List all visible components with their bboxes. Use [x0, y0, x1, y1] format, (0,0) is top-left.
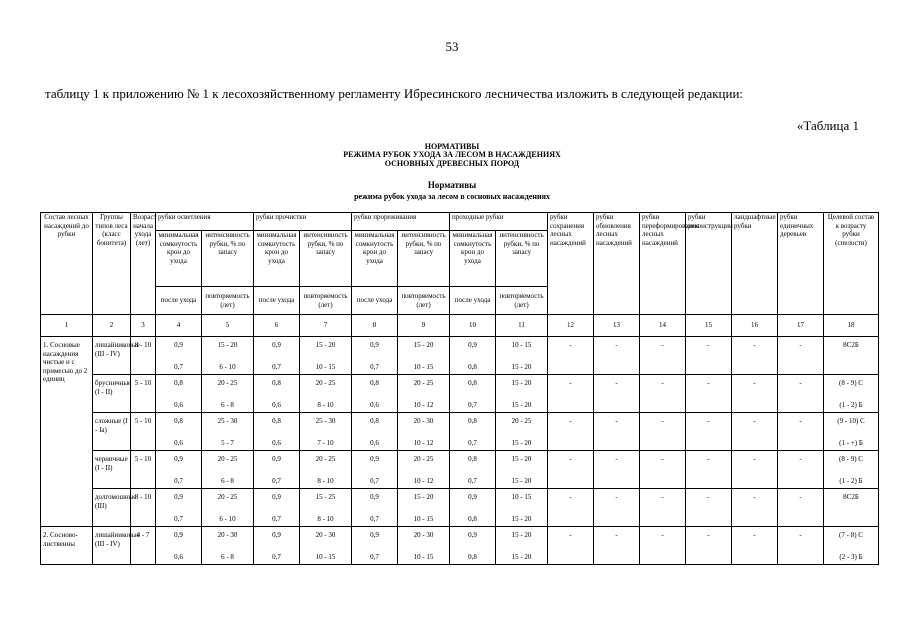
target-primary: (9 - 10) С	[837, 417, 865, 425]
table-row	[41, 375, 879, 413]
value-cell	[254, 527, 300, 565]
target-primary: 8С2Б	[843, 493, 859, 501]
forest-type-cell: долгомошные (III)	[93, 489, 131, 527]
value-primary: 0,8	[468, 455, 477, 463]
dash-cell: -	[640, 337, 686, 375]
value-cell	[352, 337, 398, 375]
table-row	[41, 527, 879, 565]
forest-type-cell: лишайниковые (III - IV)	[93, 527, 131, 565]
value-secondary: 5 - 7	[221, 438, 234, 447]
value-secondary: 0,6	[370, 400, 379, 409]
header-after: после ухода	[450, 287, 496, 315]
forest-type-cell: брусничные (I - II)	[93, 375, 131, 413]
dash-cell: -	[548, 451, 594, 489]
start-age-cell: 8 - 10	[131, 489, 156, 527]
header-repeat: повторяемость (лет)	[300, 287, 352, 315]
value-secondary: 15 - 20	[511, 438, 532, 447]
column-number: 6	[254, 315, 300, 337]
table-row	[41, 489, 879, 527]
start-age-cell: 5 - 10	[131, 451, 156, 489]
header-composition: Состав лесных насаждений до рубки	[41, 213, 93, 315]
dash-cell: -	[732, 527, 778, 565]
dash-cell: -	[594, 527, 640, 565]
value-primary: 20 - 25	[413, 379, 434, 387]
header-prochistka: рубки прочистки	[254, 213, 352, 231]
dash-cell: -	[686, 375, 732, 413]
dash-cell: -	[548, 375, 594, 413]
value-cell	[496, 527, 548, 565]
value-secondary: 0,6	[370, 438, 379, 447]
value-secondary: 6 - 8	[221, 400, 234, 409]
column-number: 7	[300, 315, 352, 337]
header-col-17: рубки единичных деревьев	[778, 213, 824, 315]
header-prorezhivanie: рубки прореживания	[352, 213, 450, 231]
value-secondary: 6 - 8	[221, 552, 234, 561]
value-cell	[300, 451, 352, 489]
value-secondary: 10 - 12	[413, 476, 434, 485]
value-secondary: 15 - 20	[511, 362, 532, 371]
value-primary: 15 - 20	[511, 455, 532, 463]
value-secondary: 10 - 12	[413, 400, 434, 409]
header-start-age: Возраст начала ухода (лет)	[131, 213, 156, 315]
value-secondary: 7 - 10	[317, 438, 334, 447]
header-prohodnye: проходные рубки	[450, 213, 548, 231]
page-number: 53	[445, 39, 459, 54]
header-row-1	[41, 213, 879, 231]
header-col-13: рубки обновления лесных насаждений	[594, 213, 640, 315]
target-primary: 8С2Б	[843, 341, 859, 349]
dash-cell: -	[548, 527, 594, 565]
column-number: 1	[41, 315, 93, 337]
value-cell	[156, 375, 202, 413]
subheading-title: Нормативы	[427, 180, 477, 190]
column-number: 3	[131, 315, 156, 337]
dash-cell: -	[732, 451, 778, 489]
target-composition-cell	[824, 337, 879, 375]
target-primary: (7 - 8) С	[839, 531, 863, 539]
value-secondary: 10 - 15	[413, 552, 434, 561]
table-row	[41, 451, 879, 489]
value-primary: 0,8	[272, 379, 281, 387]
value-primary: 0,9	[468, 341, 477, 349]
value-secondary: 0,7	[370, 362, 379, 371]
value-cell	[254, 337, 300, 375]
target-composition-cell	[824, 375, 879, 413]
value-secondary: 6 - 10	[219, 514, 236, 523]
value-primary: 0,9	[272, 531, 281, 539]
value-primary: 20 - 30	[413, 417, 434, 425]
value-secondary: 0,6	[174, 552, 183, 561]
value-cell	[156, 413, 202, 451]
target-primary: (8 - 9) С	[839, 379, 863, 387]
column-number: 8	[352, 315, 398, 337]
value-cell	[156, 489, 202, 527]
value-secondary: 15 - 20	[511, 514, 532, 523]
value-primary: 0,8	[468, 379, 477, 387]
value-secondary: 15 - 20	[511, 476, 532, 485]
value-cell	[300, 375, 352, 413]
value-primary: 20 - 25	[217, 455, 238, 463]
value-secondary: 0,7	[174, 362, 183, 371]
composition-cell: 1. Сосновые насаждения чистые и с примесью до 2 единиц	[41, 337, 93, 527]
value-primary: 20 - 25	[315, 379, 336, 387]
column-number: 9	[398, 315, 450, 337]
dash-cell: -	[686, 451, 732, 489]
dash-cell: -	[640, 413, 686, 451]
value-primary: 10 - 15	[511, 493, 532, 501]
value-cell	[202, 489, 254, 527]
value-primary: 15 - 25	[315, 493, 336, 501]
value-secondary: 0,7	[370, 514, 379, 523]
value-cell	[156, 451, 202, 489]
value-secondary: 0,7	[272, 362, 281, 371]
header-min-comp: минимальная сомкнутость крон до ухода	[352, 231, 398, 287]
value-cell	[300, 413, 352, 451]
value-cell	[300, 527, 352, 565]
dash-cell: -	[594, 337, 640, 375]
header-intensity: интенсивность рубки, % по запасу	[496, 231, 548, 287]
value-cell	[398, 413, 450, 451]
dash-cell: -	[686, 527, 732, 565]
value-secondary: 8 - 10	[317, 514, 334, 523]
value-secondary: 0,7	[174, 476, 183, 485]
value-primary: 0,9	[174, 341, 183, 349]
column-number: 4	[156, 315, 202, 337]
target-secondary: (2 - 3) Б	[839, 552, 863, 561]
value-primary: 0,8	[370, 379, 379, 387]
value-primary: 20 - 30	[413, 531, 434, 539]
value-cell	[254, 375, 300, 413]
value-cell	[300, 489, 352, 527]
start-age-cell: 4 - 7	[131, 527, 156, 565]
header-repeat: повторяемость (лет)	[398, 287, 450, 315]
value-secondary: 15 - 20	[511, 552, 532, 561]
header-col-16: ландшафтные рубки	[732, 213, 778, 315]
value-cell	[496, 489, 548, 527]
value-cell	[398, 337, 450, 375]
forest-type-cell: черничные (I - II)	[93, 451, 131, 489]
value-secondary: 0,6	[174, 400, 183, 409]
value-secondary: 15 - 20	[511, 400, 532, 409]
value-cell	[398, 527, 450, 565]
value-secondary: 0,7	[468, 400, 477, 409]
value-secondary: 0,7	[370, 476, 379, 485]
forest-type-cell: сложные (I - Iа)	[93, 413, 131, 451]
value-secondary: 8 - 10	[317, 476, 334, 485]
dash-cell: -	[732, 337, 778, 375]
heading-line-3: ОСНОВНЫХ ДРЕВЕСНЫХ ПОРОД	[384, 159, 520, 168]
dash-cell: -	[778, 527, 824, 565]
column-number: 18	[824, 315, 879, 337]
dash-cell: -	[594, 375, 640, 413]
value-primary: 15 - 20	[511, 531, 532, 539]
value-cell	[352, 527, 398, 565]
value-cell	[496, 337, 548, 375]
value-cell	[254, 413, 300, 451]
value-primary: 0,9	[272, 455, 281, 463]
value-secondary: 10 - 15	[413, 362, 434, 371]
start-age-cell: 5 - 10	[131, 375, 156, 413]
target-composition-cell	[824, 451, 879, 489]
value-cell	[352, 413, 398, 451]
value-secondary: 0,6	[174, 438, 183, 447]
value-cell	[450, 375, 496, 413]
value-primary: 15 - 20	[413, 341, 434, 349]
dash-cell: -	[548, 489, 594, 527]
dash-cell: -	[594, 413, 640, 451]
table-row	[41, 413, 879, 451]
dash-cell: -	[640, 451, 686, 489]
dash-cell: -	[594, 451, 640, 489]
value-cell	[352, 489, 398, 527]
value-primary: 20 - 25	[217, 493, 238, 501]
dash-cell: -	[686, 413, 732, 451]
value-cell	[398, 451, 450, 489]
header-repeat: повторяемость (лет)	[496, 287, 548, 315]
value-secondary: 10 - 15	[315, 552, 336, 561]
value-cell	[496, 413, 548, 451]
dash-cell: -	[686, 337, 732, 375]
value-secondary: 10 - 15	[315, 362, 336, 371]
value-secondary: 0,6	[272, 400, 281, 409]
value-primary: 25 - 30	[315, 417, 336, 425]
value-cell	[202, 527, 254, 565]
value-cell	[352, 451, 398, 489]
column-number: 10	[450, 315, 496, 337]
value-cell	[450, 413, 496, 451]
value-secondary: 8 - 10	[317, 400, 334, 409]
target-composition-cell	[824, 413, 879, 451]
column-number: 13	[594, 315, 640, 337]
column-number: 2	[93, 315, 131, 337]
value-primary: 15 - 20	[315, 341, 336, 349]
header-forest-type: Группы типов леса (класс бонитета)	[93, 213, 131, 315]
forest-type-cell: лишайниковые (III - IV)	[93, 337, 131, 375]
value-cell	[254, 451, 300, 489]
value-primary: 0,9	[272, 341, 281, 349]
header-after: после ухода	[352, 287, 398, 315]
value-primary: 20 - 30	[315, 531, 336, 539]
value-cell	[450, 451, 496, 489]
value-cell	[156, 527, 202, 565]
value-primary: 0,9	[272, 493, 281, 501]
start-age-cell: 5 - 10	[131, 413, 156, 451]
dash-cell: -	[732, 375, 778, 413]
target-secondary: (1 - 2) Б	[839, 476, 863, 485]
target-primary: (8 - 9) С	[839, 455, 863, 463]
header-col-18: Целевой состав к возрасту рубки (спелости)	[824, 213, 879, 315]
value-cell	[202, 375, 254, 413]
header-col-12: рубки сохранения лесных насаждений	[548, 213, 594, 315]
value-secondary: 10 - 15	[413, 514, 434, 523]
value-secondary: 0,8	[468, 552, 477, 561]
dash-cell: -	[640, 527, 686, 565]
value-cell	[496, 375, 548, 413]
norms-table	[40, 212, 879, 565]
intro-paragraph: таблицу 1 к приложению № 1 к лесохозяйственному регламенту Ибресинского лесничества изложить в следующей редакции:	[45, 86, 744, 101]
value-primary: 0,8	[174, 417, 183, 425]
header-min-comp: минимальная сомкнутость крон до ухода	[156, 231, 202, 287]
value-secondary: 0,7	[272, 514, 281, 523]
start-age-cell: 8 - 10	[131, 337, 156, 375]
column-number-row	[41, 315, 879, 337]
heading-title: НОРМАТИВЫ	[424, 142, 480, 151]
value-secondary: 0,6	[272, 438, 281, 447]
header-repeat: повторяемость (лет)	[202, 287, 254, 315]
composition-cell: 2. Сосново-лиственны	[41, 527, 93, 565]
header-after: после ухода	[156, 287, 202, 315]
dash-cell: -	[548, 413, 594, 451]
header-col-14: рубки переформирования лесных насаждений	[640, 213, 686, 315]
value-secondary: 0,7	[272, 476, 281, 485]
value-primary: 0,9	[370, 493, 379, 501]
value-primary: 25 - 30	[217, 417, 238, 425]
value-cell	[254, 489, 300, 527]
value-primary: 20 - 25	[511, 417, 532, 425]
value-primary: 0,8	[174, 379, 183, 387]
column-number: 11	[496, 315, 548, 337]
dash-cell: -	[640, 489, 686, 527]
value-primary: 0,8	[272, 417, 281, 425]
dash-cell: -	[732, 489, 778, 527]
value-primary: 0,9	[370, 531, 379, 539]
value-primary: 20 - 30	[217, 531, 238, 539]
value-cell	[352, 375, 398, 413]
value-secondary: 6 - 8	[221, 476, 234, 485]
value-cell	[202, 413, 254, 451]
value-secondary: 0,7	[468, 476, 477, 485]
column-number: 15	[686, 315, 732, 337]
subheading-line: режима рубок ухода за лесом в сосновых насаждениях	[354, 192, 550, 201]
value-cell	[156, 337, 202, 375]
target-secondary: (1 - +) Б	[839, 438, 863, 447]
value-secondary: 0,7	[272, 552, 281, 561]
value-primary: 0,9	[174, 531, 183, 539]
table-row	[41, 337, 879, 375]
dash-cell: -	[778, 451, 824, 489]
column-number: 14	[640, 315, 686, 337]
dash-cell: -	[548, 337, 594, 375]
value-primary: 20 - 25	[217, 379, 238, 387]
value-cell	[496, 451, 548, 489]
header-after: после ухода	[254, 287, 300, 315]
target-secondary: (1 - 2) Б	[839, 400, 863, 409]
dash-cell: -	[778, 489, 824, 527]
value-cell	[202, 451, 254, 489]
value-secondary: 10 - 12	[413, 438, 434, 447]
value-cell	[398, 489, 450, 527]
value-secondary: 0,8	[468, 362, 477, 371]
value-primary: 10 - 15	[511, 341, 532, 349]
dash-cell: -	[778, 337, 824, 375]
dash-cell: -	[594, 489, 640, 527]
dash-cell: -	[686, 489, 732, 527]
value-primary: 0,9	[174, 455, 183, 463]
value-primary: 0,9	[370, 341, 379, 349]
value-cell	[450, 337, 496, 375]
value-primary: 0,8	[370, 417, 379, 425]
value-primary: 15 - 20	[511, 379, 532, 387]
value-primary: 20 - 25	[315, 455, 336, 463]
heading-line-2: РЕЖИМА РУБОК УХОДА ЗА ЛЕСОМ В НАСАЖДЕНИЯХ	[343, 150, 561, 159]
value-cell	[398, 375, 450, 413]
header-min-comp: минимальная сомкнутость крон до ухода	[450, 231, 496, 287]
value-cell	[450, 527, 496, 565]
dash-cell: -	[778, 375, 824, 413]
value-primary: 0,8	[468, 417, 477, 425]
value-secondary: 6 - 10	[219, 362, 236, 371]
header-intensity: интенсивность рубки, % по запасу	[202, 231, 254, 287]
header-osvetlenie: рубки осветления	[156, 213, 254, 231]
column-number: 17	[778, 315, 824, 337]
header-intensity: интенсивность рубки, % по запасу	[300, 231, 352, 287]
header-min-comp: минимальная сомкнутость крон до ухода	[254, 231, 300, 287]
table-reference: «Таблица 1	[796, 118, 859, 133]
value-secondary: 0,7	[370, 552, 379, 561]
value-secondary: 0,7	[468, 438, 477, 447]
value-primary: 15 - 20	[217, 341, 238, 349]
value-cell	[202, 337, 254, 375]
column-number: 16	[732, 315, 778, 337]
value-primary: 0,9	[370, 455, 379, 463]
value-primary: 20 - 25	[413, 455, 434, 463]
value-secondary: 0,7	[174, 514, 183, 523]
value-secondary: 0,8	[468, 514, 477, 523]
header-col-15: рубки реконструкции	[686, 213, 732, 315]
header-intensity: интенсивность рубки, % по запасу	[398, 231, 450, 287]
value-primary: 15 - 20	[413, 493, 434, 501]
dash-cell: -	[778, 413, 824, 451]
dash-cell: -	[732, 413, 778, 451]
value-cell	[450, 489, 496, 527]
target-composition-cell	[824, 527, 879, 565]
column-number: 5	[202, 315, 254, 337]
dash-cell: -	[640, 375, 686, 413]
target-composition-cell	[824, 489, 879, 527]
value-cell	[300, 337, 352, 375]
value-primary: 0,9	[468, 531, 477, 539]
value-primary: 0,9	[468, 493, 477, 501]
value-primary: 0,9	[174, 493, 183, 501]
column-number: 12	[548, 315, 594, 337]
